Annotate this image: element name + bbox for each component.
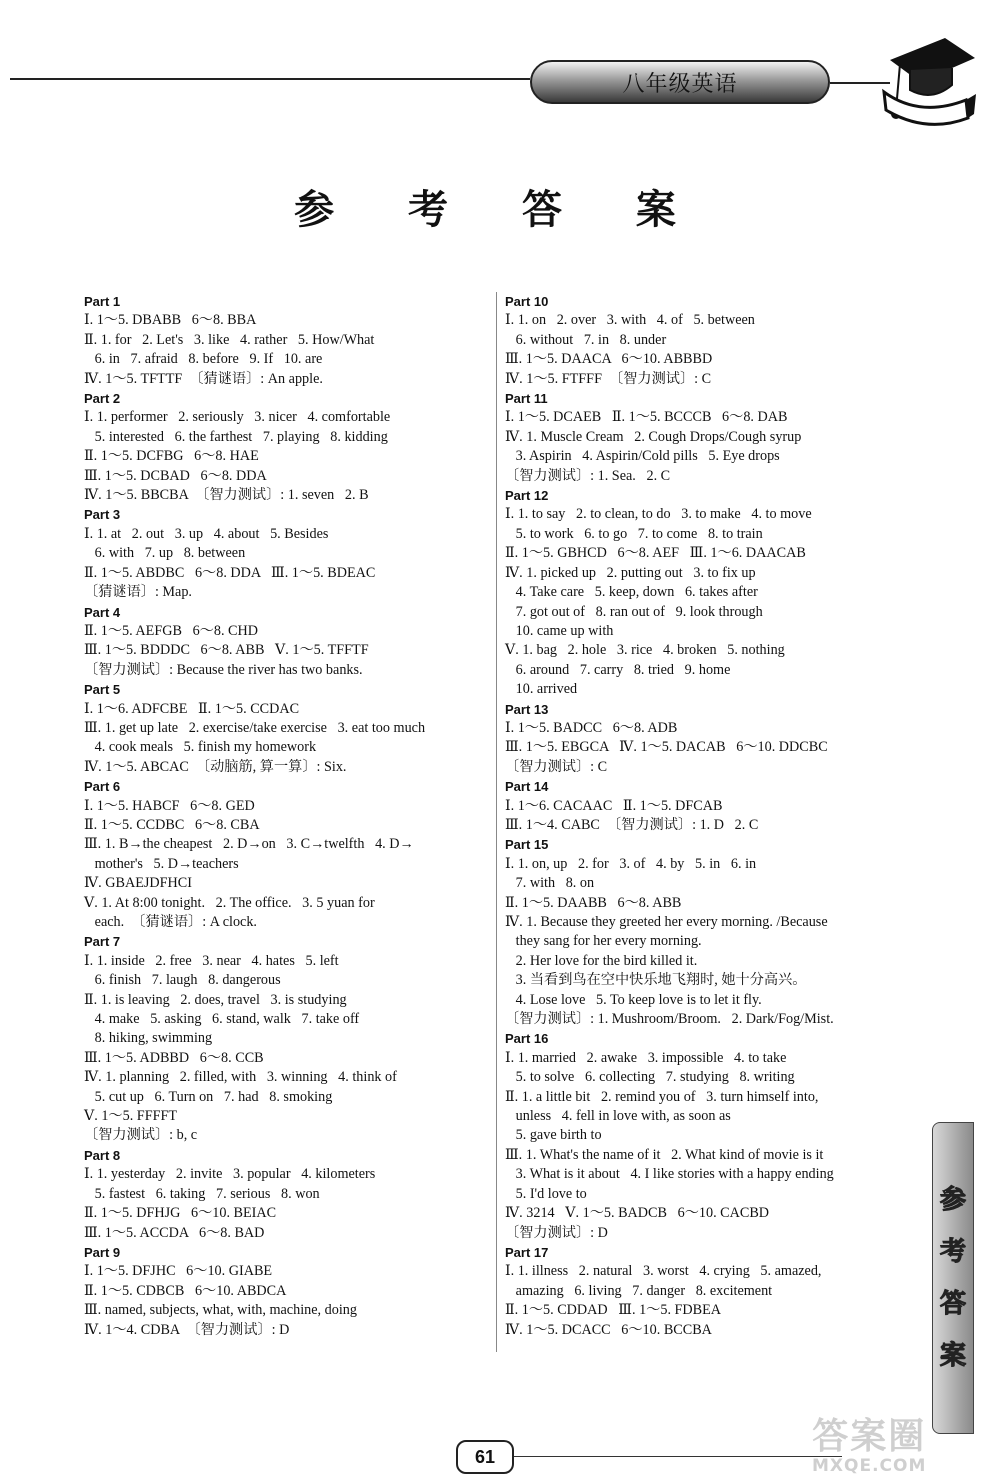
answer-line: Ⅲ. 1～5. ADBBD 6～8. CCB [84, 1049, 264, 1066]
answer-line: Ⅳ. 1～5. FTFFF 〔智力测试〕: C [505, 370, 712, 387]
answer-line: Ⅰ. 1. to say 2. to clean, to do 3. to make 4. to move [505, 506, 812, 523]
side-tab-char: 参 [939, 1185, 966, 1215]
page-title: 参 考 答 案 [294, 187, 706, 233]
answer-line: Ⅱ. 1～5. DFHJG 6～10. BEIAC [84, 1205, 277, 1222]
answer-line: 5. cut up 6. Turn on 7. had 8. smoking [84, 1088, 333, 1105]
answer-line: 5. I'd love to [505, 1185, 587, 1202]
answer-line: 3. What is it about 4. I like stories with a happy ending [505, 1166, 834, 1183]
answer-line: each. 〔猜谜语〕: A clock. [84, 914, 257, 930]
answer-line: Ⅳ. 1～5. TFTTF 〔猜谜语〕: An apple. [84, 370, 323, 387]
part-heading: Part 13 [505, 701, 549, 717]
answer-line: Ⅳ. 3214 Ⅴ. 1～5. BADCB 6～10. CACBD [505, 1205, 770, 1222]
answer-line: 4. cook meals 5. finish my homework [84, 739, 317, 756]
answer-line: 5. to solve 6. collecting 7. studying 8. writing [505, 1069, 795, 1086]
part-heading: Part 6 [84, 779, 121, 795]
column-divider [496, 292, 497, 1352]
answer-line: Ⅰ. 1. on, up 2. for 3. of 4. by 5. in 6. in [505, 855, 757, 872]
part-heading: Part 11 [505, 391, 548, 407]
answer-line: Ⅱ. 1～5. GBHCD 6～8. AEF Ⅲ. 1～6. DAACAB [505, 545, 806, 562]
side-tab-char: 案 [939, 1341, 966, 1371]
answer-line: Ⅲ. 1～5. BDDDC 6～8. ABB Ⅴ. 1～5. TFFTF [84, 642, 369, 659]
part-heading: Part 12 [505, 488, 549, 504]
answer-line: 10. arrived [505, 681, 578, 698]
answer-line: Ⅰ. 1. married 2. awake 3. impossible 4. to take [505, 1049, 787, 1066]
answer-line: Ⅱ. 1. is leaving 2. does, travel 3. is studying [84, 991, 347, 1008]
answer-line: 3. 当看到鸟在空中快乐地飞翔时, 她十分高兴。 [505, 972, 807, 989]
right-answer-column [505, 292, 905, 1340]
answer-line: 6. around 7. carry 8. tried 9. home [505, 661, 731, 678]
answer-line: 〔智力测试〕: 1. Sea. 2. C [505, 467, 671, 484]
answer-line: 〔智力测试〕: D [505, 1224, 608, 1241]
watermark-logo: 答案圈 [812, 1416, 927, 1457]
part-heading: Part 2 [84, 391, 121, 407]
answer-line: Ⅳ. 1～5. DCACC 6～10. BCCBA [505, 1321, 712, 1338]
footer-rule [512, 1456, 842, 1457]
answer-line: 〔智力测试〕: C [505, 758, 608, 775]
part-heading: Part 9 [84, 1244, 121, 1260]
answer-line: Ⅳ. GBAEJDFHCI [84, 875, 192, 892]
answer-line: Ⅱ. 1～5. CDBCB 6～10. ABDCA [84, 1282, 287, 1299]
header-rule [10, 78, 530, 80]
answer-line: Ⅱ. 1～5. CCDBC 6～8. CBA [84, 816, 260, 833]
answer-line: Ⅱ. 1～5. DAABB 6～8. ABB [505, 894, 682, 911]
answer-line: 7. got out of 8. ran out of 9. look through [505, 603, 763, 620]
answer-line: Ⅱ. 1～5. ABDBC 6～8. DDA Ⅲ. 1～5. BDEAC [84, 564, 376, 581]
answer-line: Ⅰ. 1～6. ADFCBE Ⅱ. 1～5. CCDAC [84, 700, 300, 717]
answer-line: unless 4. fell in love with, as soon as [505, 1108, 731, 1125]
answer-line: 6. with 7. up 8. between [84, 545, 246, 562]
answer-line: Ⅰ. 1～5. DFJHC 6～10. GIABE [84, 1263, 273, 1280]
answer-line: Ⅳ. 1. Because they greeted her every morning. /Because [505, 914, 828, 930]
subject-badge [530, 60, 830, 104]
answer-line: mother's 5. D→teachers [84, 855, 239, 872]
answer-line: Ⅳ. 1～5. BBCBA 〔智力测试〕: 1. seven 2. B [84, 487, 369, 504]
answer-line: Ⅲ. 1～5. EBGCA Ⅳ. 1～5. DACAB 6～10. DDCBC [505, 739, 828, 756]
answer-line: 5. gave birth to [505, 1127, 602, 1144]
answer-line: 2. Her love for the bird killed it. [505, 952, 698, 969]
answer-line: Ⅲ. 1～5. DAACA 6～10. ABBBD [505, 351, 713, 368]
answer-line: Ⅰ. 1. performer 2. seriously 3. nicer 4. comfortable [84, 409, 391, 426]
left-answer-column [84, 292, 492, 1340]
answer-line: 〔智力测试〕: b, c [84, 1127, 198, 1144]
answer-line: Ⅲ. 1～4. CABC 〔智力测试〕: 1. D 2. C [505, 816, 759, 833]
page-number: 61 [456, 1440, 514, 1474]
answer-line: 4. Take care 5. keep, down 6. takes after [505, 584, 758, 601]
part-heading: Part 10 [505, 294, 549, 309]
answer-line: Ⅴ. 1. At 8:00 tonight. 2. The office. 3. 5 yuan for [84, 894, 375, 911]
answer-line: 3. Aspirin 4. Aspirin/Cold pills 5. Eye drops [505, 448, 780, 465]
answer-line: Ⅲ. 1～5. DCBAD 6～8. DDA [84, 467, 267, 484]
side-tab-answers [932, 1122, 974, 1434]
answer-line: Ⅲ. 1. B→the cheapest 2. D→on 3. C→twelfth 4. D→ [84, 836, 414, 853]
answer-line: Ⅱ. 1. for 2. Let's 3. like 4. rather 5. How/What [84, 331, 375, 348]
answer-line: Ⅲ. named, subjects, what, with, machine, doing [84, 1302, 357, 1319]
side-tab-char: 答 [939, 1289, 966, 1319]
answer-line: 〔智力测试〕: Because the river has two banks. [84, 661, 363, 678]
answer-line: 〔猜谜语〕: Map. [84, 584, 192, 601]
answer-line: Ⅲ. 1～5. ACCDA 6～8. BAD [84, 1224, 265, 1241]
answer-line: Ⅳ. 1. planning 2. filled, with 3. winning 4. think of [84, 1069, 397, 1086]
answer-line: 5. interested 6. the farthest 7. playing 8. kidding [84, 428, 388, 445]
part-heading: Part 7 [84, 934, 121, 950]
answer-line: 10. came up with [505, 622, 614, 639]
answer-line: Ⅱ. 1～5. CDDAD Ⅲ. 1～5. FDBEA [505, 1302, 722, 1319]
answer-line: 〔智力测试〕: 1. Mushroom/Broom. 2. Dark/Fog/Mist. [505, 1011, 834, 1028]
answer-line: 6. finish 7. laugh 8. dangerous [84, 972, 281, 989]
answer-line: Ⅲ. 1. get up late 2. exercise/take exercise 3. eat too much [84, 719, 426, 736]
part-heading: Part 1 [84, 294, 121, 309]
answer-line: 5. to work 6. to go 7. to come 8. to train [505, 525, 763, 542]
answer-line: Ⅰ. 1. inside 2. free 3. near 4. hates 5. left [84, 952, 339, 969]
answer-line: Ⅰ. 1～5. BADCC 6～8. ADB [505, 719, 678, 736]
answer-line: Ⅳ. 1. picked up 2. putting out 3. to fix up [505, 564, 756, 581]
part-heading: Part 5 [84, 682, 121, 698]
answer-line: Ⅰ. 1～5. DCAEB Ⅱ. 1～5. BCCCB 6～8. DAB [505, 409, 788, 426]
part-heading: Part 4 [84, 604, 121, 620]
answer-line: Ⅱ. 1. a little bit 2. remind you of 3. turn himself into, [505, 1088, 819, 1105]
answer-line: Ⅰ. 1～5. HABCF 6～8. GED [84, 797, 255, 814]
watermark [812, 1418, 926, 1476]
answer-line: Ⅰ. 1. at 2. out 3. up 4. about 5. Besides [84, 525, 329, 542]
part-heading: Part 16 [505, 1031, 549, 1047]
answer-line: Ⅰ. 1. on 2. over 3. with 4. of 5. between [505, 312, 755, 329]
answer-line: Ⅰ. 1. illness 2. natural 3. worst 4. crying 5. amazed, [505, 1263, 822, 1280]
part-heading: Part 14 [505, 779, 549, 795]
answer-line: 4. make 5. asking 6. stand, walk 7. take off [84, 1011, 360, 1028]
answer-line: they sang for her every morning. [505, 933, 702, 950]
answer-line: 7. with 8. on [505, 875, 595, 892]
answer-line: 8. hiking, swimming [84, 1030, 213, 1047]
graduation-cap-icon [870, 30, 980, 140]
answer-line: Ⅰ. 1～5. DBABB 6～8. BBA [84, 312, 257, 329]
answer-line: Ⅱ. 1～5. AEFGB 6～8. CHD [84, 622, 258, 639]
answer-line: 6. in 7. afraid 8. before 9. If 10. are [84, 351, 323, 368]
answer-line: Ⅰ. 1～6. CACAAC Ⅱ. 1～5. DFCAB [505, 797, 723, 814]
side-tab-char: 考 [939, 1237, 966, 1267]
answer-line: 4. Lose love 5. To keep love is to let it fly. [505, 991, 762, 1008]
answer-line: 5. fastest 6. taking 7. serious 8. won [84, 1185, 320, 1202]
answer-line: Ⅳ. 1～5. ABCAC 〔动脑筋, 算一算〕: Six. [84, 758, 347, 775]
answer-line: Ⅳ. 1. Muscle Cream 2. Cough Drops/Cough syrup [505, 428, 802, 445]
part-heading: Part 17 [505, 1244, 549, 1260]
answer-line: Ⅳ. 1～4. CDBA 〔智力测试〕: D [84, 1321, 290, 1338]
answer-line: Ⅴ. 1～5. FFFFT [84, 1108, 178, 1125]
part-heading: Part 3 [84, 507, 121, 523]
answer-line: amazing 6. living 7. danger 8. excitement [505, 1282, 773, 1299]
part-heading: Part 15 [505, 837, 549, 853]
answer-line: Ⅴ. 1. bag 2. hole 3. rice 4. broken 5. nothing [505, 642, 785, 659]
part-heading: Part 8 [84, 1147, 121, 1163]
subject-badge-label: 八年级英语 [622, 71, 738, 97]
answer-line: Ⅱ. 1～5. DCFBG 6～8. HAE [84, 448, 259, 465]
answer-line: 6. without 7. in 8. under [505, 331, 667, 348]
answer-line: Ⅰ. 1. yesterday 2. invite 3. popular 4. kilometers [84, 1166, 376, 1183]
answer-line: Ⅲ. 1. What's the name of it 2. What kind of movie is it [505, 1146, 824, 1163]
watermark-url: MXQE.COM [812, 1456, 927, 1476]
